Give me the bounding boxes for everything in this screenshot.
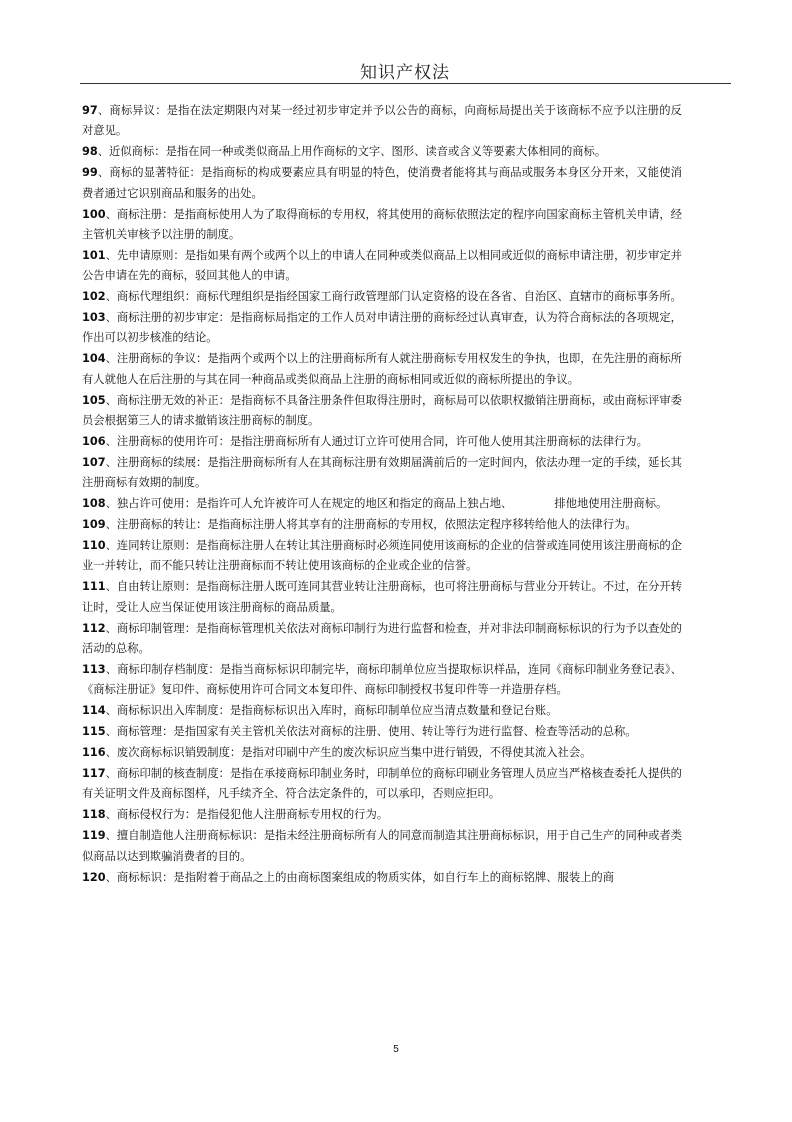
definition-entry: 120、商标标识：是指附着于商品之上的由商标图案组成的物质实体，如自行车上的商标铭牌、服装上的商: [82, 870, 615, 884]
definition-entry: 114、商标标识出入库制度：是指商标标识出入库时，商标印制单位应当清点数量和登记台账。: [82, 704, 558, 718]
entry-number: 98: [82, 145, 98, 159]
definition-entry: 100、商标注册：是指商标使用人为了取得商标的专用权，将其使用的商标依照法定的程序向国家商标主管机关申请，经主管机关审核予以注册的制度。: [82, 207, 682, 241]
definition-entry: 99、商标的显著特征：是指商标的构成要素应具有明显的特色，使消费者能将其与商品或服务本身区分开来，又能使消费者通过它识别商品和服务的出处。: [82, 166, 682, 200]
definition-entry: 116、废次商标标识销毁制度：是指对印刷中产生的废次标识应当集中进行销毁，不得使其流入社会。: [82, 746, 592, 760]
entry-term: 连同转让原则: [116, 539, 185, 553]
definition-entry: 98、近似商标：是指在同一种或类似商品上用作商标的文字、图形、读音或含义等要素大体相同的商标。: [82, 145, 607, 159]
entry-definition: 是指注册商标所有人在其商标注册有效期届满前后的一定时间内，依法办理一定的手续，延长其注册商标有效期的制度。: [82, 455, 682, 490]
entry-definition: 商标代理组织是指经国家工商行政管理部门认定资格的设在各省、自治区、直辖市的商标事务所。: [196, 290, 682, 304]
entry-definition: 是指商标注册人既可连同其营业转让注册商标，也可将注册商标与营业分开转让。不过，在分开转让时，受让人应当保证使用该注册商标的商品质量。: [82, 580, 682, 614]
entry-term: 商标印制存档制度: [117, 662, 209, 676]
entry-number: 109: [82, 518, 106, 532]
entry-definition: 是指商标的构成要素应具有明显的特色，使消费者能将其与商品或服务本身区分开来，又能使消费者通过它识别商品和服务的出处。: [82, 166, 682, 200]
entry-number: 113: [82, 662, 106, 676]
entry-definition: 是指两个或两个以上的注册商标所有人就注册商标专用权发生的争执，也即，在先注册的商标所有人就他人在后注册的与其在同一种商品或类似商品上注册的商标相同或近似的商标所提出的争议。: [82, 352, 682, 386]
entry-term: 商标侵权行为: [116, 808, 185, 822]
entry-term: 自由转让原则: [116, 580, 185, 594]
entry-number: 102: [82, 290, 106, 304]
entry-number: 99: [82, 166, 98, 180]
definition-entry: 102、商标代理组织：商标代理组织是指经国家工商行政管理部门认定资格的设在各省、自治区、直辖市的商标事务所。: [82, 290, 682, 304]
entry-number: 118: [82, 808, 106, 822]
entry-definition: 是指注册商标所有人通过订立许可使用合同，许可他人使用其注册商标的法律行为。: [229, 435, 648, 448]
entry-number: 111: [82, 580, 106, 594]
definitions-list: [82, 101, 682, 888]
definition-entry: 104、注册商标的争议：是指两个或两个以上的注册商标所有人就注册商标专用权发生的争执，也即，在先注册的商标所有人就他人在后注册的与其在同一种商品或类似商品上注册的商标相同或近似的商标所提出的争议。: [82, 352, 682, 386]
entry-term: 商标注册的初步审定: [116, 311, 219, 325]
entry-number: 107: [82, 455, 106, 469]
definition-entry: 105、商标注册无效的补正：是指商标不具备注册条件但取得注册时，商标局可以依职权撤销注册商标，或由商标评审委员会根据第三人的请求撤销该注册商标的制度。: [82, 393, 682, 428]
entry-definition: 是指在同一种或类似商品上用作商标的文字、图形、读音或含义等要素大体相同的商标。: [165, 145, 607, 159]
entry-definition: 是指如果有两个或两个以上的申请人在同种或类似商品上以相同或近似的商标申请注册，初步审定并公告申请在先的商标，驳回其他人的申请。: [82, 248, 682, 283]
entry-number: 106: [82, 435, 106, 448]
entry-definition: 是指在承接商标印制业务时，印制单位的商标印刷业务管理人员应当严格核查委托人提供的有关证明文件及商标图样，凡手续齐全、符合法定条件的，可以承印，否则应拒印。: [82, 767, 682, 801]
entry-term: 商标注册: [116, 207, 163, 221]
entry-number: 114: [82, 704, 106, 718]
entry-term: 商标标识: [116, 870, 163, 884]
header-divider: [80, 83, 731, 84]
entry-definition: 是指附着于商品之上的由商标图案组成的物质实体，如自行车上的商标铭牌、服装上的商: [173, 870, 615, 884]
entry-number: 108: [82, 497, 106, 511]
definition-entry: 118、商标侵权行为：是指侵犯他人注册商标专用权的行为。: [82, 808, 389, 822]
definition-entry: 110、连同转让原则：是指商标注册人在转让其注册商标时必须连同使用该商标的企业的信誉或连同使用该注册商标的企业一并转让，而不能只转让注册商标而不转让使用该商标的企业或企业的信誉。: [82, 539, 682, 573]
entry-term: 商标标识出入库制度: [116, 704, 219, 718]
entry-term: 注册商标的转让: [116, 518, 196, 532]
definition-entry: 106、注册商标的使用许可：是指注册商标所有人通过订立许可使用合同，许可他人使用其注册商标的法律行为。: [82, 435, 648, 448]
entry-definition: 是指商标使用人为了取得商标的专用权，将其使用的商标依照法定的程序向国家商标主管机关申请，经主管机关审核予以注册的制度。: [82, 207, 682, 241]
definition-entry: 113、商标印制存档制度：是指当商标标识印制完毕，商标印制单位应当提取标识样品，连同《商标印制业务登记表》、《商标注册证》复印件、商标使用许可合同文本复印件、商标印制授权书复印件等一并造册存档。: [82, 662, 682, 697]
definition-entry: 103、商标注册的初步审定：是指商标局指定的工作人员对申请注册的商标经过认真审查，认为符合商标法的各项规定，作出可以初步核准的结论。: [82, 311, 682, 345]
entry-term: 擅自制造他人注册商标标识: [116, 829, 253, 843]
page-number: 5: [393, 1044, 399, 1055]
entry-number: 115: [82, 725, 106, 739]
entry-term: 近似商标: [109, 145, 155, 159]
definition-entry: 101、先申请原则：是指如果有两个或两个以上的申请人在同种或类似商品上以相同或近似的商标申请注册，初步审定并公告申请在先的商标，驳回其他人的申请。: [82, 248, 682, 283]
definition-entry: 117、商标印制的核查制度：是指在承接商标印制业务时，印制单位的商标印刷业务管理人员应当严格核查委托人提供的有关证明文件及商标图样，凡手续齐全、符合法定条件的，可以承印，否则应拒印。: [82, 767, 682, 801]
definition-entry: 97、商标异议：是指在法定期限内对某一经过初步审定并予以公告的商标，向商标局提出关于该商标不应予以注册的反对意见。: [82, 104, 682, 138]
entry-number: 97: [82, 104, 98, 117]
entry-term: 注册商标的争议: [116, 352, 197, 366]
entry-term: 独占许可使用: [116, 497, 185, 511]
entry-number: 101: [82, 248, 106, 262]
entry-definition: 是指商标注册人将其享有的注册商标的专用权，依照法定程序移转给他人的法律行为。: [207, 518, 637, 532]
entry-term: 商标注册无效的补正: [116, 393, 219, 407]
entry-number: 116: [82, 746, 106, 760]
entry-definition: 是指在法定期限内对某一经过初步审定并予以公告的商标，向商标局提出关于该商标不应予以注册的反对意见。: [82, 104, 682, 138]
entry-term: 商标管理: [116, 725, 163, 739]
entry-number: 117: [82, 767, 106, 780]
entry-definition: 是指侵犯他人注册商标专用权的行为。: [196, 808, 389, 822]
entry-number: 105: [82, 393, 106, 407]
entry-definition: 是指对印刷中产生的废次标识应当集中进行销毁，不得使其流入社会。: [241, 746, 592, 760]
entry-definition: 是指未经注册商标所有人的同意而制造其注册商标标识，用于自己生产的同种或者类似商品以达到欺骗消费者的目的。: [82, 829, 682, 863]
entry-definition: 是指商标管理机关依法对商标印制行为进行监督和检查，并对非法印制商标标识的行为予以查处的活动的总称。: [82, 621, 682, 656]
page-header-title: 知识产权法: [360, 63, 450, 83]
entry-term: 注册商标的续展: [116, 455, 197, 469]
definition-entry: 111、自由转让原则：是指商标注册人既可连同其营业转让注册商标，也可将注册商标与营业分开转让。不过，在分开转让时，受让人应当保证使用该注册商标的商品质量。: [82, 580, 682, 614]
definition-entry: 115、商标管理：是指国家有关主管机关依法对商标的注册、使用、转让等行为进行监督、检查等活动的总称。: [82, 725, 637, 739]
entry-definition: 是指许可人允许被许可人在规定的地区和指定的商品上独占地、: [196, 497, 513, 511]
entry-number: 119: [82, 829, 106, 843]
entry-term: 先申请原则: [116, 248, 174, 262]
entry-term: 商标代理组织: [116, 290, 185, 304]
entry-number: 120: [82, 870, 106, 884]
entry-term: 注册商标的使用许可: [116, 435, 219, 448]
entry-definition: 是指商标标识出入库时，商标印制单位应当清点数量和登记台账。: [229, 704, 558, 718]
definition-entry: 112、商标印制管理：是指商标管理机关依法对商标印制行为进行监督和检查，并对非法印制商标标识的行为予以查处的活动的总称。: [82, 621, 682, 656]
entry-number: 100: [82, 207, 106, 221]
entry-number: 110: [82, 539, 106, 553]
entry-number: 103: [82, 311, 106, 325]
entry-definition: 是指商标不具备注册条件但取得注册时，商标局可以依职权撤销注册商标，或由商标评审委员会根据第三人的请求撤销该注册商标的制度。: [82, 393, 682, 428]
entry-definition: 是指国家有关主管机关依法对商标的注册、使用、转让等行为进行监督、检查等活动的总称。: [173, 725, 637, 739]
entry-number: 112: [82, 621, 106, 635]
definition-entry: 119、擅自制造他人注册商标标识：是指未经注册商标所有人的同意而制造其注册商标标识，用于自己生产的同种或者类似商品以达到欺骗消费者的目的。: [82, 829, 682, 863]
entry-definition-continued: 排他地使用注册商标。: [554, 497, 668, 511]
entry-term: 商标异议: [109, 104, 156, 117]
entry-term: 商标印制管理: [116, 621, 185, 635]
entry-term: 商标印制的核查制度: [116, 767, 219, 780]
entry-definition: 是指商标局指定的工作人员对申请注册的商标经过认真审查，认为符合商标法的各项规定，作出可以初步核准的结论。: [82, 311, 682, 345]
definition-entry: 109、注册商标的转让：是指商标注册人将其享有的注册商标的专用权，依照法定程序移转给他人的法律行为。: [82, 518, 637, 532]
entry-term: 商标的显著特征: [109, 166, 190, 180]
entry-definition: 是指商标注册人在转让其注册商标时必须连同使用该商标的企业的信誉或连同使用该注册商标的企业一并转让，而不能只转让注册商标而不转让使用该商标的企业或企业的信誉。: [82, 539, 682, 573]
entry-definition: 是指当商标标识印制完毕，商标印制单位应当提取标识样品，连同《商标印制业务登记表》、《商标注册证》复印件、商标使用许可合同文本复印件、商标印制授权书复印件等一并造册存档。: [82, 662, 682, 697]
entry-term: 废次商标标识销毁制度: [116, 746, 230, 760]
entry-number: 104: [82, 352, 106, 366]
definition-entry: 107、注册商标的续展：是指注册商标所有人在其商标注册有效期届满前后的一定时间内，依法办理一定的手续，延长其注册商标有效期的制度。: [82, 455, 682, 490]
definition-entry: 108、独占许可使用：是指许可人允许被许可人在规定的地区和指定的商品上独占地、 排他地使用注册商标。: [82, 497, 668, 511]
